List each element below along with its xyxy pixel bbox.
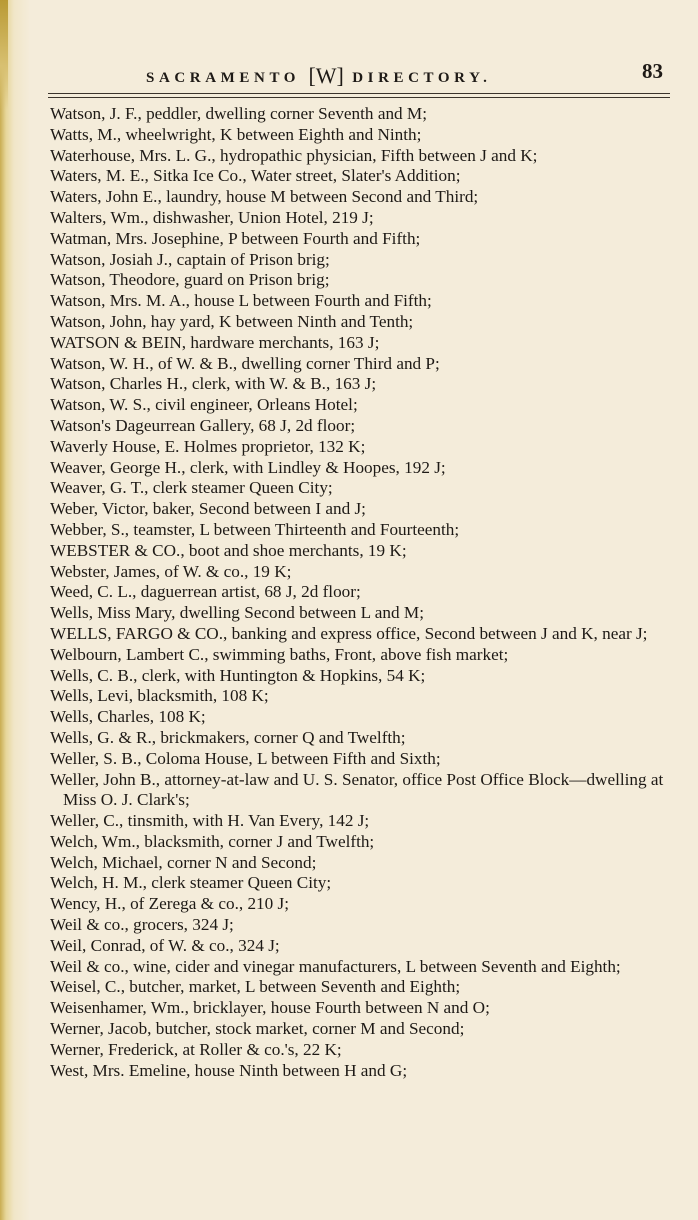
directory-entry: Weller, S. B., Coloma House, L between Fifth and Sixth; [50, 748, 441, 768]
directory-entry: Wells, Miss Mary, dwelling Second between L and M; [50, 603, 424, 623]
directory-entry: Waterhouse, Mrs. L. G., hydropathic physician, Fifth between J and K; [50, 145, 538, 165]
directory-entry: Watson, J. F., peddler, dwelling corner Seventh and M; [50, 104, 427, 123]
directory-entry: Welbourn, Lambert C., swimming baths, Front, above fish market; [50, 644, 509, 664]
directory-entry: Webster, James, of W. & co., 19 K; [50, 561, 292, 581]
directory-entry: WATSON & BEIN, hardware merchants, 163 J; [50, 332, 380, 352]
directory-entry: Watman, Mrs. Josephine, P between Fourth and Fifth; [50, 228, 421, 248]
directory-entry: WEBSTER & CO., boot and shoe merchants, 19 K; [50, 540, 407, 560]
directory-entry: Watson's Dageurrean Gallery, 68 J, 2d floor; [50, 415, 356, 435]
page-number: 83 [642, 59, 663, 83]
gilt-page-edge [0, 0, 8, 110]
directory-entry: Weisel, C., butcher, market, L between Seventh and Eighth; [50, 977, 461, 997]
letter-bracket-open: [ [308, 63, 316, 88]
directory-entry: Watts, M., wheelwright, K between Eighth and Ninth; [50, 124, 422, 144]
directory-entry: Wells, C. B., clerk, with Huntington & Hopkins, 54 K; [50, 665, 426, 685]
directory-entry: Weed, C. L., daguerrean artist, 68 J, 2d floor; [50, 582, 361, 602]
directory-entry: Weil, Conrad, of W. & co., 324 J; [50, 935, 280, 955]
directory-entry: Watson, W. H., of W. & B., dwelling corner Third and P; [50, 353, 440, 373]
running-head-left: SACRAMENTO [146, 70, 301, 86]
directory-entry: Weil & co., grocers, 324 J; [50, 915, 234, 935]
directory-entry: Werner, Jacob, butcher, stock market, corner M and Second; [50, 1019, 465, 1039]
directory-entry: Weil & co., wine, cider and vinegar manufacturers, L between Seventh and Eighth; [50, 956, 621, 976]
header-rule-lower [48, 97, 670, 98]
directory-entry: West, Mrs. Emeline, house Ninth between H and G; [50, 1060, 408, 1080]
directory-entry: WELLS, FARGO & CO., banking and express office, Second between J and K, near J; [50, 623, 648, 643]
directory-entry: Waters, M. E., Sitka Ice Co., Water street, Slater's Addition; [50, 166, 461, 186]
running-head-right: DIRECTORY. [352, 70, 492, 86]
directory-entries [50, 104, 674, 1081]
directory-entry: Wells, Levi, blacksmith, 108 K; [50, 686, 269, 706]
running-header [0, 58, 698, 88]
directory-entry: Watson, John, hay yard, K between Ninth and Tenth; [50, 311, 414, 331]
directory-entry: Watson, Theodore, guard on Prison brig; [50, 270, 330, 290]
directory-entry: Waverly House, E. Holmes proprietor, 132 K; [50, 436, 366, 456]
directory-entry: Welch, Wm., blacksmith, corner J and Twelfth; [50, 831, 375, 851]
directory-entry: Werner, Frederick, at Roller & co.'s, 22 K; [50, 1039, 342, 1059]
directory-entry: Welch, Michael, corner N and Second; [50, 852, 317, 872]
directory-entry: Watson, Charles H., clerk, with W. & B., 163 J; [50, 374, 377, 394]
section-letter: W [315, 63, 337, 88]
directory-entry: Wells, G. & R., brickmakers, corner Q and Twelfth; [50, 727, 406, 747]
directory-entry: Weisenhamer, Wm., bricklayer, house Fourth between N and O; [50, 998, 490, 1018]
directory-entry: Weaver, George H., clerk, with Lindley & Hoopes, 192 J; [50, 457, 446, 477]
directory-entry: Wency, H., of Zerega & co., 210 J; [50, 894, 290, 914]
directory-entry: Waters, John E., laundry, house M between Second and Third; [50, 187, 479, 207]
letter-bracket-close: ] [336, 63, 344, 88]
running-head-title [146, 62, 491, 88]
directory-entry: Weber, Victor, baker, Second between I and J; [50, 499, 366, 519]
directory-entry: Watson, Mrs. M. A., house L between Fourth and Fifth; [50, 291, 432, 311]
directory-entry: Weaver, G. T., clerk steamer Queen City; [50, 478, 333, 498]
directory-entry: Wells, Charles, 108 K; [50, 707, 206, 727]
directory-entry: Watson, W. S., civil engineer, Orleans Hotel; [50, 395, 358, 415]
directory-entry: Webber, S., teamster, L between Thirteenth and Fourteenth; [50, 519, 460, 539]
directory-entry: Walters, Wm., dishwasher, Union Hotel, 219 J; [50, 207, 374, 227]
directory-entry: Weller, John B., attorney-at-law and U. S. Senator, office Post Office Block—dwelling at Miss O. J. Clark's; [50, 769, 664, 810]
header-rule-upper [48, 93, 670, 94]
directory-entry: Watson, Josiah J., captain of Prison brig; [50, 249, 330, 269]
directory-entry: Welch, H. M., clerk steamer Queen City; [50, 873, 332, 893]
directory-entry: Weller, C., tinsmith, with H. Van Every, 142 J; [50, 811, 370, 831]
